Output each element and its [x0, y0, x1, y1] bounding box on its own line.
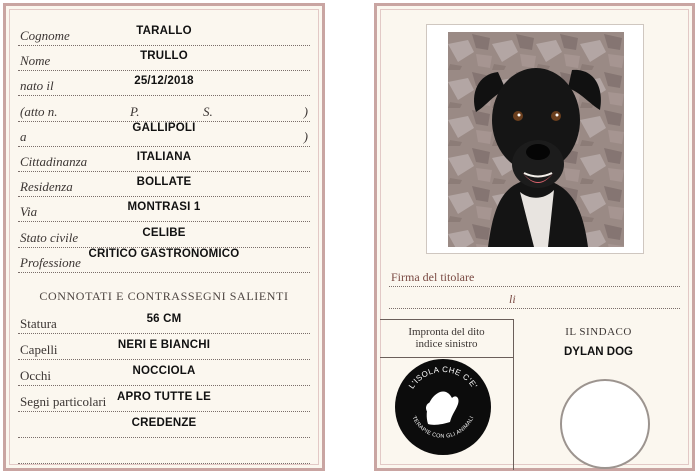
- trait-capelli: [18, 337, 310, 360]
- field-label: a: [20, 129, 27, 144]
- paren-close: ): [303, 104, 308, 119]
- firma-line: [389, 268, 680, 287]
- field-value: 56 CM: [146, 313, 182, 325]
- field-label: (atto n.: [20, 104, 58, 119]
- logo-text-top: L'ISOLA CHE C'E': [406, 364, 480, 391]
- fingerprint-caption: [380, 320, 513, 358]
- li-line: [389, 290, 680, 309]
- id-card-left-page: [3, 3, 325, 471]
- field-label: Cognome: [20, 28, 70, 43]
- dog-photo: [448, 32, 624, 247]
- field-label: Occhi: [20, 368, 52, 383]
- logo-text-bottom: TERAPIE CON GLI ANIMALI: [410, 415, 476, 440]
- atto-s-label: S.: [203, 104, 213, 119]
- face-silhouette: [426, 402, 438, 414]
- field-value: CREDENZE: [131, 417, 197, 429]
- stamp-circle: [560, 379, 650, 469]
- trait-occhi: [18, 363, 310, 386]
- field-via: [18, 199, 310, 222]
- trait-segni-cont: [18, 415, 310, 438]
- field-value: NERI E BIANCHI: [117, 339, 211, 351]
- field-professione: [18, 250, 310, 273]
- field-nato-il: [18, 73, 310, 96]
- fingerprint-caption-line2: indice sinistro: [415, 338, 478, 350]
- photo-frame: [426, 24, 644, 254]
- sindaco-value: DYLAN DOG: [564, 346, 633, 358]
- field-value: APRO TUTTE LE: [117, 391, 211, 403]
- trait-segni-particolari: [18, 389, 310, 412]
- field-value: 25/12/2018: [134, 75, 194, 87]
- field-residenza: [18, 174, 310, 197]
- field-value: BOLLATE: [136, 176, 192, 188]
- firma-label: Firma del titolare: [391, 270, 475, 284]
- field-value: MONTRASI 1: [127, 201, 201, 213]
- field-label: Segni particolari: [20, 394, 107, 409]
- isola-logo: [394, 358, 492, 456]
- field-label: Residenza: [20, 179, 73, 194]
- field-label: nato il: [20, 78, 54, 93]
- field-a: [18, 124, 310, 147]
- fingerprint-caption-line1: Impronta del dito: [408, 326, 485, 338]
- field-value: GALLIPOLI: [132, 122, 196, 134]
- field-label: Professione: [20, 255, 81, 270]
- field-cittadinanza: [18, 149, 310, 172]
- field-label: Capelli: [20, 342, 58, 357]
- field-label: Cittadinanza: [20, 154, 88, 169]
- field-value: NOCCIOLA: [132, 365, 196, 377]
- li-label: li: [509, 292, 516, 306]
- field-label: Via: [20, 204, 38, 219]
- field-value: TARALLO: [136, 25, 192, 37]
- field-value: CRITICO GASTRONOMICO: [88, 248, 240, 260]
- sindaco-label: IL SINDACO: [565, 326, 632, 338]
- paren-close: ): [303, 129, 308, 144]
- field-atto: [18, 99, 310, 122]
- field-cognome: [18, 23, 310, 46]
- field-value: CELIBE: [142, 227, 186, 239]
- field-value: TRULLO: [140, 50, 188, 62]
- trait-statura: [18, 311, 310, 334]
- field-label: Nome: [20, 53, 51, 68]
- id-card-right-page: [374, 3, 695, 471]
- field-label: Statura: [20, 316, 57, 331]
- field-stato-civile: [18, 225, 310, 248]
- atto-p-label: P.: [130, 104, 140, 119]
- field-nome: [18, 48, 310, 71]
- field-label: Stato civile: [20, 230, 79, 245]
- field-value: ITALIANA: [136, 151, 192, 163]
- section-title: CONNOTATI E CONTRASSEGNI SALIENTI: [39, 289, 289, 303]
- trait-blank-line: [18, 441, 310, 464]
